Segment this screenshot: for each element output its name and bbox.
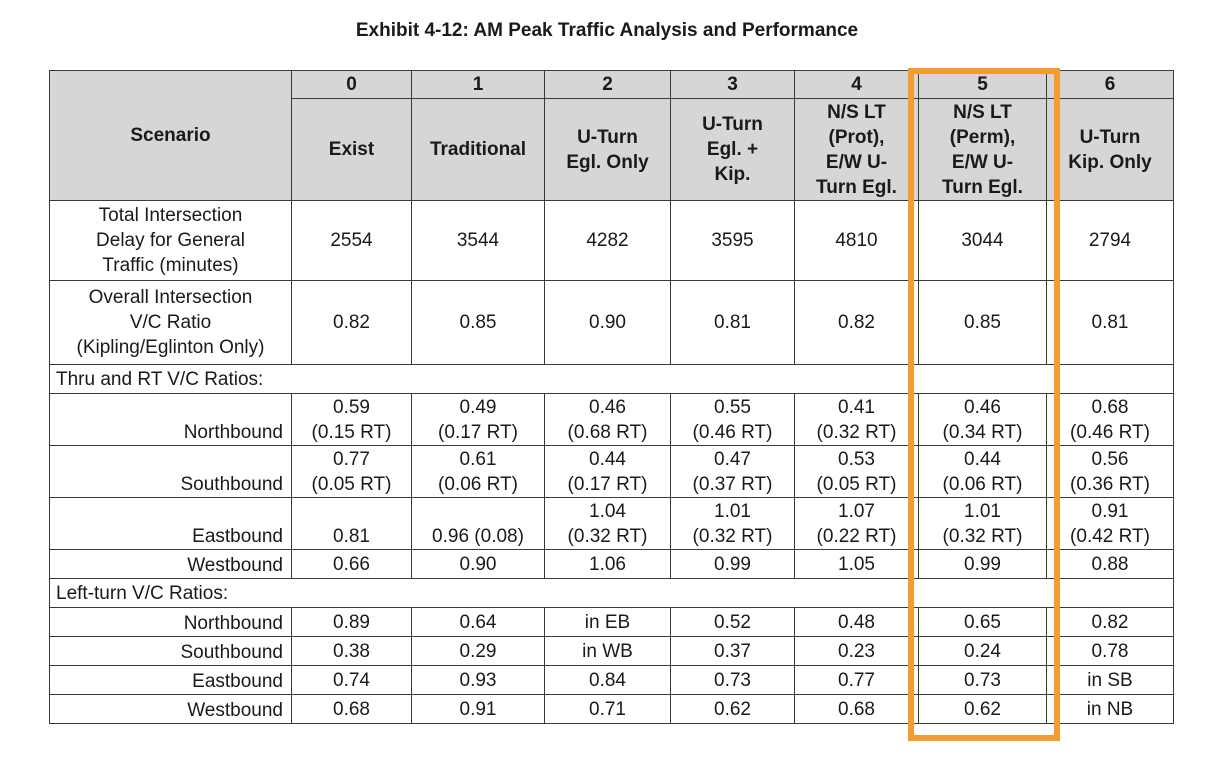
scenario-number-5: 5 bbox=[919, 71, 1047, 99]
thru-value-cell bbox=[1047, 498, 1174, 550]
left-value-cell: 0.71 bbox=[545, 695, 671, 724]
scenario-label-line: Exist bbox=[328, 139, 375, 160]
left-row-eastbound bbox=[50, 666, 1174, 695]
total-delay-row-value-5: 3044 bbox=[919, 201, 1047, 281]
left-value-cell: 0.62 bbox=[671, 695, 795, 724]
thru-value-cell bbox=[292, 498, 412, 550]
thru-value-cell bbox=[292, 550, 412, 579]
direction-label: Eastbound bbox=[50, 666, 292, 695]
scenario-label-line: U-Turn bbox=[1079, 126, 1141, 148]
left-value-cell: 0.62 bbox=[919, 695, 1047, 724]
left-value-cell: 0.24 bbox=[919, 637, 1047, 666]
thru-row-northbound bbox=[50, 394, 1174, 446]
thru-value-cell bbox=[412, 446, 545, 498]
thru-value-cell bbox=[1047, 446, 1174, 498]
thru-value-line: 0.66 bbox=[333, 553, 370, 575]
thru-value-line: (0.34 RT) bbox=[942, 422, 1023, 443]
left-value-cell: in WB bbox=[545, 637, 671, 666]
overall-vc-row-value-5: 0.85 bbox=[919, 281, 1047, 365]
row-label-line: Delay for General bbox=[96, 230, 245, 251]
direction-label: Westbound bbox=[50, 550, 292, 579]
left-row-westbound bbox=[50, 695, 1174, 724]
overall-vc-row-value-4: 0.82 bbox=[795, 281, 919, 365]
thru-value-line: 0.96 (0.08) bbox=[432, 526, 524, 547]
thru-value-line: (0.32 RT) bbox=[942, 526, 1023, 547]
left-value-cell: in NB bbox=[1047, 695, 1174, 724]
overall-vc-row-value-1: 0.85 bbox=[412, 281, 545, 365]
thru-value-cell bbox=[545, 394, 671, 446]
thru-value-cell bbox=[919, 394, 1047, 446]
scenario-number-3: 3 bbox=[671, 71, 795, 99]
scenario-label-line: Turn Egl. bbox=[942, 176, 1023, 198]
thru-value-line: 0.59 bbox=[333, 397, 370, 418]
direction-label: Eastbound bbox=[50, 498, 292, 550]
header-number-row bbox=[50, 71, 1174, 99]
scenario-number-2: 2 bbox=[545, 71, 671, 99]
thru-value-line: (0.46 RT) bbox=[692, 422, 773, 443]
thru-value-line: (0.05 RT) bbox=[311, 474, 392, 495]
direction-label: Northbound bbox=[50, 394, 292, 446]
thru-value-line: (0.46 RT) bbox=[1070, 422, 1150, 443]
thru-value-cell bbox=[1047, 550, 1174, 579]
overall-vc-row-value-0: 0.82 bbox=[292, 281, 412, 365]
thru-value-line: (0.42 RT) bbox=[1070, 526, 1150, 547]
thru-value-line: 0.99 bbox=[964, 553, 1001, 575]
thru-value-line: 0.88 bbox=[1091, 553, 1129, 575]
thru-value-line: 0.91 bbox=[1091, 501, 1129, 522]
thru-value-line: 1.01 bbox=[714, 501, 751, 522]
direction-label: Westbound bbox=[50, 695, 292, 724]
thru-value-line: 0.44 bbox=[964, 449, 1001, 470]
left-value-cell: 0.89 bbox=[292, 608, 412, 637]
left-value-cell: 0.73 bbox=[671, 666, 795, 695]
scenario-label-line: Kip. bbox=[714, 164, 751, 185]
thru-value-cell bbox=[545, 498, 671, 550]
thru-value-cell bbox=[412, 550, 545, 579]
scenario-label-5 bbox=[919, 99, 1047, 201]
left-value-cell: 0.84 bbox=[545, 666, 671, 695]
scenario-number-6: 6 bbox=[1047, 71, 1174, 99]
thru-value-line: (0.17 RT) bbox=[438, 422, 518, 443]
thru-value-cell bbox=[1047, 394, 1174, 446]
scenario-label-line: Egl. + bbox=[706, 139, 759, 160]
scenario-header: Scenario bbox=[50, 71, 292, 201]
scenario-number-0: 0 bbox=[292, 71, 412, 99]
thru-row-eastbound bbox=[50, 498, 1174, 550]
left-value-cell: 0.77 bbox=[795, 666, 919, 695]
thru-value-line: 1.04 bbox=[589, 501, 626, 522]
thru-rt-section-header bbox=[50, 365, 1174, 394]
scenario-label-line: (Perm), bbox=[949, 126, 1016, 148]
row-label-line: Traffic (minutes) bbox=[102, 255, 239, 276]
left-value-cell: 0.93 bbox=[412, 666, 545, 695]
direction-label: Northbound bbox=[50, 608, 292, 637]
thru-value-cell bbox=[671, 550, 795, 579]
thru-value-line: 0.81 bbox=[333, 526, 370, 547]
thru-value-line: 0.56 bbox=[1091, 449, 1129, 470]
scenario-label-3 bbox=[671, 99, 795, 201]
direction-label: Southbound bbox=[50, 446, 292, 498]
thru-value-cell bbox=[292, 394, 412, 446]
thru-value-cell bbox=[671, 446, 795, 498]
scenario-number-4: 4 bbox=[795, 71, 919, 99]
thru-value-line: 0.41 bbox=[838, 397, 875, 418]
total-delay-row-value-6: 2794 bbox=[1047, 201, 1174, 281]
row-label-line: Overall Intersection bbox=[88, 287, 253, 308]
thru-value-line: (0.15 RT) bbox=[311, 422, 392, 443]
thru-value-cell bbox=[292, 446, 412, 498]
scenario-label-line: N/S LT bbox=[953, 101, 1012, 123]
left-value-cell: 0.38 bbox=[292, 637, 412, 666]
thru-value-cell bbox=[412, 394, 545, 446]
thru-value-cell bbox=[919, 498, 1047, 550]
thru-value-line: 0.46 bbox=[964, 397, 1001, 418]
scenario-label-line: U-Turn bbox=[702, 114, 763, 135]
scenario-label-line: Turn Egl. bbox=[816, 176, 897, 198]
thru-value-cell bbox=[795, 498, 919, 550]
thru-row-westbound bbox=[50, 550, 1174, 579]
thru-value-line: 0.77 bbox=[333, 449, 370, 470]
left-row-southbound bbox=[50, 637, 1174, 666]
scenario-label-4 bbox=[795, 99, 919, 201]
left-value-cell: 0.82 bbox=[1047, 608, 1174, 637]
thru-value-line: (0.32 RT) bbox=[816, 422, 897, 443]
scenario-label-line: Egl. Only bbox=[566, 151, 649, 173]
total-delay-row-value-3: 3595 bbox=[671, 201, 795, 281]
thru-value-line: 0.55 bbox=[714, 397, 751, 418]
overall-vc-row-label bbox=[50, 281, 292, 365]
left-value-cell: 0.52 bbox=[671, 608, 795, 637]
overall-vc-row bbox=[50, 281, 1174, 365]
left-turn-section-header-label: Left-turn V/C Ratios: bbox=[50, 579, 1174, 608]
total-delay-row-label bbox=[50, 201, 292, 281]
scenario-label-line: N/S LT bbox=[827, 101, 886, 123]
row-label-line: V/C Ratio bbox=[129, 312, 212, 333]
thru-value-cell bbox=[919, 550, 1047, 579]
scenario-label-line: E/W U- bbox=[951, 151, 1014, 173]
scenario-number-1: 1 bbox=[412, 71, 545, 99]
thru-rt-section-header-label: Thru and RT V/C Ratios: bbox=[50, 365, 1174, 394]
thru-value-line: 1.06 bbox=[589, 553, 626, 575]
left-value-cell: 0.64 bbox=[412, 608, 545, 637]
thru-value-line: (0.68 RT) bbox=[567, 422, 648, 443]
thru-value-cell bbox=[412, 498, 545, 550]
thru-value-line: (0.32 RT) bbox=[567, 526, 648, 547]
left-value-cell: 0.68 bbox=[795, 695, 919, 724]
thru-value-cell bbox=[545, 446, 671, 498]
row-label-line: Total Intersection bbox=[98, 205, 243, 226]
direction-label: Southbound bbox=[50, 637, 292, 666]
left-value-cell: 0.48 bbox=[795, 608, 919, 637]
left-value-cell: 0.73 bbox=[919, 666, 1047, 695]
scenario-label-line: Traditional bbox=[429, 139, 527, 160]
total-delay-row-value-1: 3544 bbox=[412, 201, 545, 281]
left-value-cell: 0.29 bbox=[412, 637, 545, 666]
thru-value-line: (0.17 RT) bbox=[567, 474, 648, 495]
thru-value-line: (0.36 RT) bbox=[1070, 474, 1150, 495]
thru-value-cell bbox=[919, 446, 1047, 498]
scenario-label-2 bbox=[545, 99, 671, 201]
thru-value-line: 0.47 bbox=[714, 449, 751, 470]
thru-value-line: 0.90 bbox=[459, 553, 497, 575]
thru-value-line: 0.68 bbox=[1091, 397, 1129, 418]
thru-value-line: 0.53 bbox=[838, 449, 875, 470]
thru-value-line: (0.06 RT) bbox=[942, 474, 1023, 495]
total-delay-row-value-0: 2554 bbox=[292, 201, 412, 281]
scenario-label-line: U-Turn bbox=[577, 126, 638, 148]
scenario-label-line: E/W U- bbox=[825, 151, 888, 173]
thru-value-line: 1.07 bbox=[838, 501, 875, 522]
thru-value-cell bbox=[671, 498, 795, 550]
traffic-analysis-table bbox=[49, 70, 1174, 724]
left-value-cell: 0.78 bbox=[1047, 637, 1174, 666]
left-value-cell: in SB bbox=[1047, 666, 1174, 695]
left-value-cell: 0.37 bbox=[671, 637, 795, 666]
overall-vc-row-value-3: 0.81 bbox=[671, 281, 795, 365]
scenario-label-6 bbox=[1047, 99, 1174, 201]
left-value-cell: 0.23 bbox=[795, 637, 919, 666]
overall-vc-row-value-6: 0.81 bbox=[1047, 281, 1174, 365]
thru-value-line: 0.61 bbox=[459, 449, 497, 470]
left-row-northbound bbox=[50, 608, 1174, 637]
left-value-cell: in EB bbox=[545, 608, 671, 637]
thru-value-line: (0.32 RT) bbox=[692, 526, 773, 547]
left-value-cell: 0.91 bbox=[412, 695, 545, 724]
overall-vc-row-value-2: 0.90 bbox=[545, 281, 671, 365]
total-delay-row bbox=[50, 201, 1174, 281]
total-delay-row-value-2: 4282 bbox=[545, 201, 671, 281]
left-turn-section-header bbox=[50, 579, 1174, 608]
thru-value-line: 0.46 bbox=[589, 397, 626, 418]
thru-value-line: (0.05 RT) bbox=[816, 474, 897, 495]
left-value-cell: 0.65 bbox=[919, 608, 1047, 637]
thru-value-line: 1.05 bbox=[838, 553, 875, 575]
scenario-label-line: Kip. Only bbox=[1068, 151, 1152, 173]
left-value-cell: 0.68 bbox=[292, 695, 412, 724]
thru-value-cell bbox=[671, 394, 795, 446]
thru-value-line: 0.44 bbox=[589, 449, 626, 470]
total-delay-row-value-4: 4810 bbox=[795, 201, 919, 281]
thru-value-cell bbox=[795, 446, 919, 498]
scenario-label-1 bbox=[412, 99, 545, 201]
thru-value-line: 0.99 bbox=[714, 553, 751, 575]
scenario-label-line: (Prot), bbox=[828, 126, 885, 148]
thru-value-line: 0.49 bbox=[459, 397, 497, 418]
exhibit-title: Exhibit 4-12: AM Peak Traffic Analysis and Performance bbox=[355, 20, 859, 41]
thru-row-southbound bbox=[50, 446, 1174, 498]
thru-value-line: (0.37 RT) bbox=[692, 474, 773, 495]
thru-value-line: 1.01 bbox=[964, 501, 1001, 522]
thru-value-cell bbox=[545, 550, 671, 579]
thru-value-cell bbox=[795, 394, 919, 446]
row-label-line: (Kipling/Eglinton Only) bbox=[76, 337, 265, 358]
thru-value-line: (0.06 RT) bbox=[438, 474, 518, 495]
left-value-cell: 0.74 bbox=[292, 666, 412, 695]
thru-value-line: (0.22 RT) bbox=[816, 526, 897, 547]
thru-value-cell bbox=[795, 550, 919, 579]
scenario-label-0 bbox=[292, 99, 412, 201]
